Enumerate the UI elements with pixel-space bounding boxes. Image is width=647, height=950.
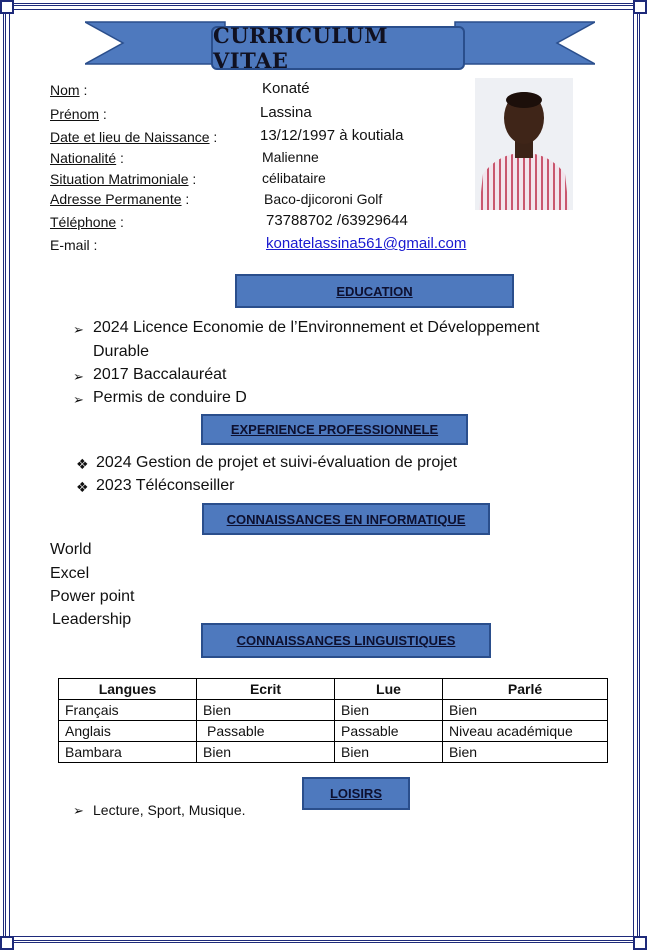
experience-heading: EXPERIENCE PROFESSIONNELE [230,422,439,437]
skill-item: Excel [50,565,90,582]
table-cell: Bien [443,700,608,721]
languages-table [58,678,608,763]
page-title: CURRICULUM VITAE [213,23,388,73]
bullet-arrow-icon: ➢ [73,803,84,818]
section-loisirs [302,777,410,810]
skill-item: Power point [50,588,135,605]
education-item: Permis de conduire D [93,389,247,406]
label-naissance: Date et lieu de Naissance : [50,129,218,145]
label-adresse: Adresse Permanente : [50,191,190,207]
label-email: E-mail : [50,237,98,253]
section-informatique [202,503,490,535]
column-header: Parlé [443,679,608,700]
table-row [59,742,608,763]
label-nom: Nom : [50,82,88,98]
section-linguistique [201,623,491,658]
experience-item: 2024 Gestion de projet et suivi-évaluation de projet [96,454,458,471]
experience-item: 2023 Téléconseiller [96,477,235,494]
title-banner [211,23,465,73]
skill-item: Leadership [52,611,132,628]
corner-ornament [0,936,14,950]
value-telephone: 73788702 /63929644 [266,212,408,229]
bullet-diamond-icon: ❖ [76,479,89,495]
bullet-diamond-icon: ❖ [76,456,89,472]
table-cell: Bien [335,742,443,763]
skill-item: World [50,541,92,558]
loisirs-heading: LOISIRS [329,786,382,801]
table-cell: Anglais [59,721,197,742]
table-cell: Bien [197,700,335,721]
value-situation: célibataire [262,170,326,186]
value-adresse: Baco-djicoroni Golf [264,191,383,207]
table-cell: Bien [197,742,335,763]
profile-photo [475,78,573,210]
avatar-image [475,78,573,210]
table-cell: Niveau académique [443,721,608,742]
label-situation: Situation Matrimoniale : [50,171,197,187]
table-cell: Bien [335,700,443,721]
table-cell: Passable [197,721,335,742]
column-header: Langues [59,679,197,700]
section-education [235,274,514,308]
column-header: Lue [335,679,443,700]
bullet-arrow-icon: ➢ [73,322,84,337]
table-header-row [59,679,608,700]
label-telephone: Téléphone : [50,214,124,230]
label-nationalite: Nationalité : [50,150,124,166]
value-prenom: Lassina [260,104,312,121]
linguistique-heading: CONNAISSANCES LINGUISTIQUES [236,633,456,648]
loisirs-item: Lecture, Sport, Musique. [93,802,246,818]
bullet-arrow-icon: ➢ [73,369,84,384]
education-item: 2017 Baccalauréat [93,366,227,383]
education-item: 2024 Licence Economie de l’Environnement et Développement [93,319,540,336]
value-naissance: 13/12/1997 à koutiala [260,127,404,144]
table-row [59,700,608,721]
value-nationalite: Malienne [262,149,319,165]
label-prenom: Prénom : [50,106,107,122]
corner-ornament [633,0,647,14]
section-experience [201,414,468,445]
table-row [59,721,608,742]
education-heading: EDUCATION [336,283,413,299]
bullet-arrow-icon: ➢ [73,392,84,407]
table-cell: Bien [443,742,608,763]
informatique-heading: CONNAISSANCES EN INFORMATIQUE [226,511,466,527]
corner-ornament [633,936,647,950]
value-nom: Konaté [262,80,310,97]
education-item: Durable [93,343,150,360]
table-cell: Passable [335,721,443,742]
email-link[interactable]: konatelassina561@gmail.com [266,235,467,252]
column-header: Ecrit [197,679,335,700]
corner-ornament [0,0,14,14]
table-cell: Français [59,700,197,721]
table-cell: Bambara [59,742,197,763]
